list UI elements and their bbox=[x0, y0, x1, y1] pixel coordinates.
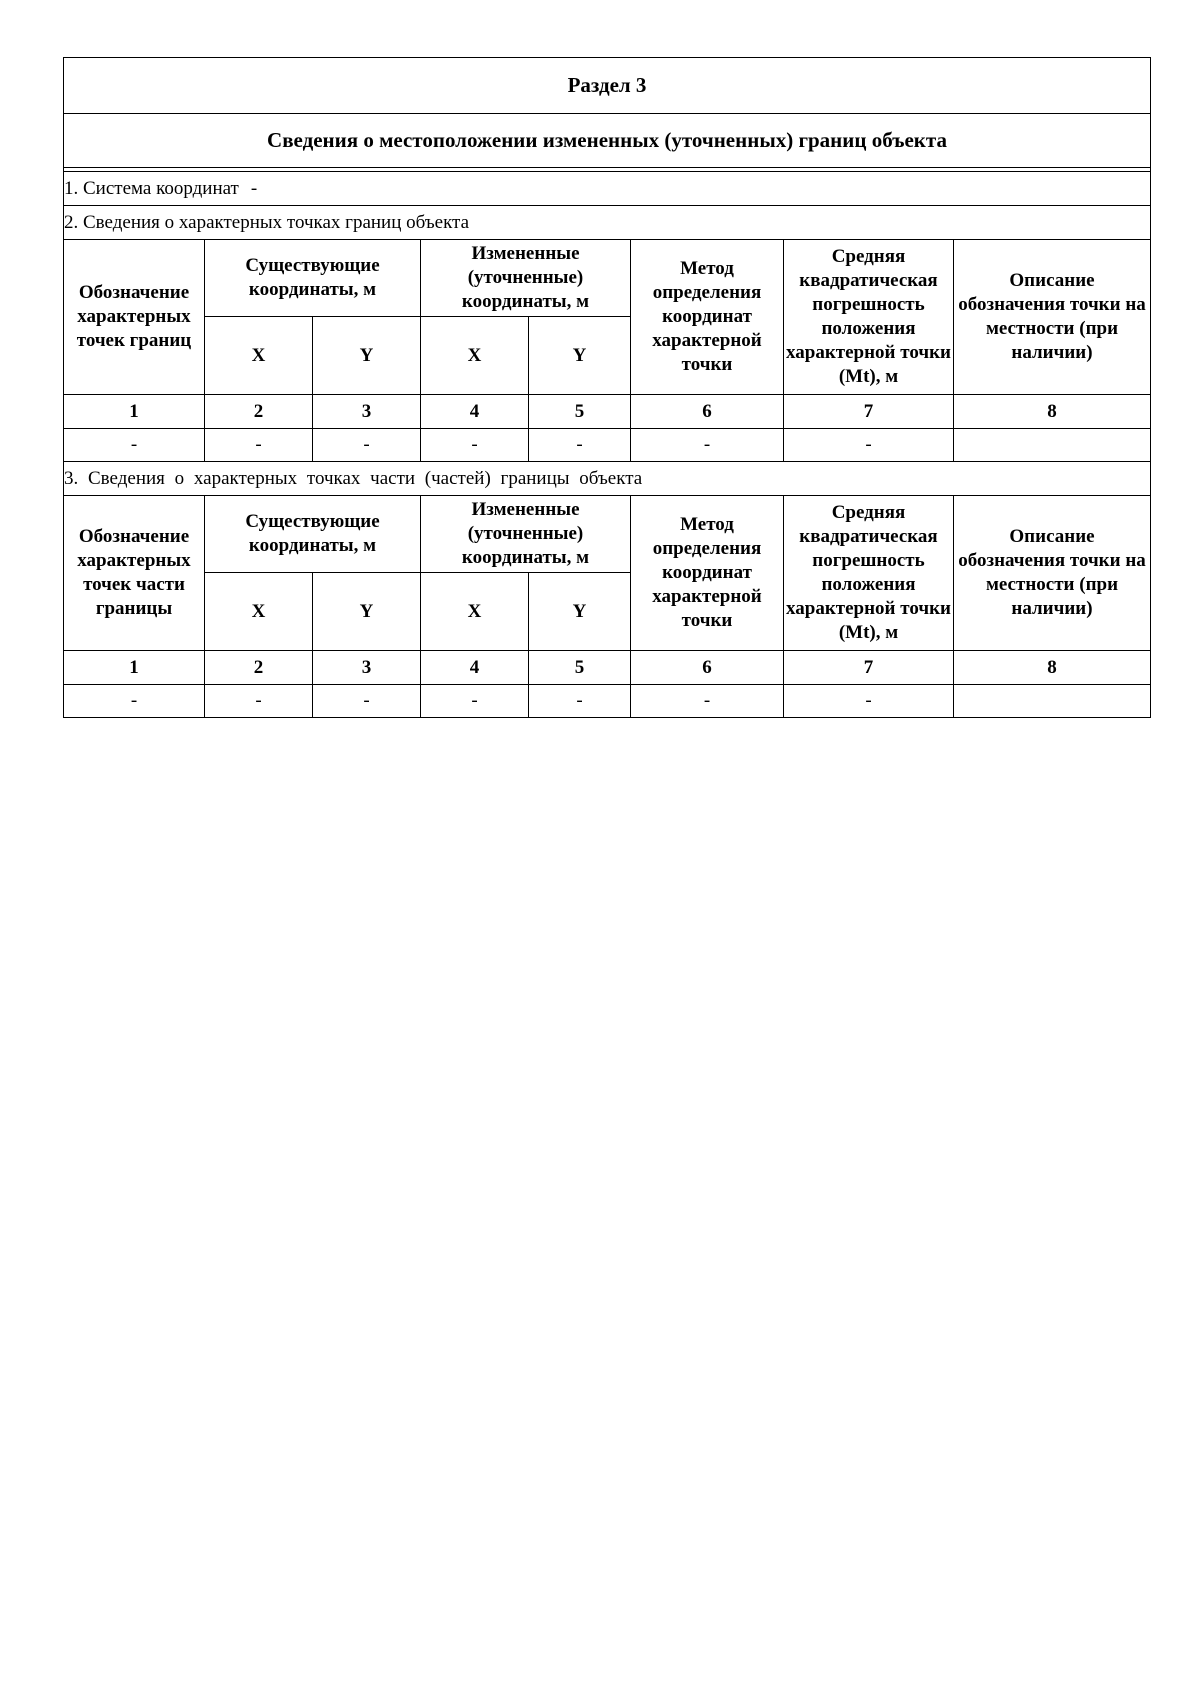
column-number: 4 bbox=[421, 395, 529, 429]
column-number: 6 bbox=[631, 395, 784, 429]
header-point-designation: Обозначение характерных точек границ bbox=[64, 240, 205, 395]
table-cell: - bbox=[313, 429, 421, 462]
table-row bbox=[64, 685, 1151, 718]
column-number: 2 bbox=[205, 395, 313, 429]
table-cell bbox=[954, 429, 1151, 462]
document-page bbox=[63, 57, 1150, 718]
table-cell: - bbox=[64, 685, 205, 718]
table-cell: - bbox=[205, 685, 313, 718]
header-changed-x: X bbox=[421, 317, 529, 395]
table-cell: - bbox=[529, 429, 631, 462]
column-number: 1 bbox=[64, 395, 205, 429]
table-cell: - bbox=[631, 685, 784, 718]
column-number: 5 bbox=[529, 395, 631, 429]
header-part-mean-error: Средняя квадратическая погрешность положения характерной точки (Mt), м bbox=[784, 496, 954, 651]
table-cell: - bbox=[529, 685, 631, 718]
section-subtitle: Сведения о местоположении измененных (уточненных) границ объекта bbox=[64, 114, 1151, 168]
column-number: 4 bbox=[421, 651, 529, 685]
header-part-description: Описание обозначения точки на местности (при наличии) bbox=[954, 496, 1151, 651]
header-changed-coords: Измененные (уточненные) координаты, м bbox=[421, 240, 631, 317]
header-existing-x: X bbox=[205, 317, 313, 395]
table-cell: - bbox=[421, 429, 529, 462]
column-number: 8 bbox=[954, 651, 1151, 685]
header-existing-coords: Существующие координаты, м bbox=[205, 240, 421, 317]
header-part-existing-y: Y bbox=[313, 573, 421, 651]
coordinate-system-label: 1. Система координат bbox=[64, 177, 239, 199]
header-part-existing-coords: Существующие координаты, м bbox=[205, 496, 421, 573]
column-number: 3 bbox=[313, 395, 421, 429]
column-number: 6 bbox=[631, 651, 784, 685]
header-method: Метод определения координат характерной точки bbox=[631, 240, 784, 395]
table-cell bbox=[954, 685, 1151, 718]
part-boundary-points-heading: 3. Сведения о характерных точках части (частей) границы объекта bbox=[64, 462, 1151, 496]
header-part-method: Метод определения координат характерной точки bbox=[631, 496, 784, 651]
header-part-changed-x: X bbox=[421, 573, 529, 651]
column-number: 2 bbox=[205, 651, 313, 685]
header-changed-y: Y bbox=[529, 317, 631, 395]
table-cell: - bbox=[421, 685, 529, 718]
column-numbers-row bbox=[64, 395, 1151, 429]
header-existing-y: Y bbox=[313, 317, 421, 395]
column-number: 7 bbox=[784, 395, 954, 429]
table-cell: - bbox=[64, 429, 205, 462]
header-part-changed-y: Y bbox=[529, 573, 631, 651]
header-mean-error: Средняя квадратическая погрешность положения характерной точки (Mt), м bbox=[784, 240, 954, 395]
table-cell: - bbox=[313, 685, 421, 718]
section-table bbox=[63, 57, 1151, 718]
column-number: 8 bbox=[954, 395, 1151, 429]
table-row bbox=[64, 429, 1151, 462]
column-number: 3 bbox=[313, 651, 421, 685]
column-number: 5 bbox=[529, 651, 631, 685]
table-cell: - bbox=[784, 429, 954, 462]
header-description: Описание обозначения точки на местности (при наличии) bbox=[954, 240, 1151, 395]
table-cell: - bbox=[205, 429, 313, 462]
coordinate-system-value: - bbox=[250, 177, 258, 199]
table-cell: - bbox=[784, 685, 954, 718]
header-part-existing-x: X bbox=[205, 573, 313, 651]
table-cell: - bbox=[631, 429, 784, 462]
coordinate-system-line bbox=[64, 172, 1151, 206]
column-number: 1 bbox=[64, 651, 205, 685]
part-column-numbers-row bbox=[64, 651, 1151, 685]
column-number: 7 bbox=[784, 651, 954, 685]
section-title: Раздел 3 bbox=[64, 58, 1151, 114]
boundary-points-heading: 2. Сведения о характерных точках границ объекта bbox=[64, 206, 1151, 240]
header-part-point-designation: Обозначение характерных точек части границы bbox=[64, 496, 205, 651]
header-part-changed-coords: Измененные (уточненные) координаты, м bbox=[421, 496, 631, 573]
